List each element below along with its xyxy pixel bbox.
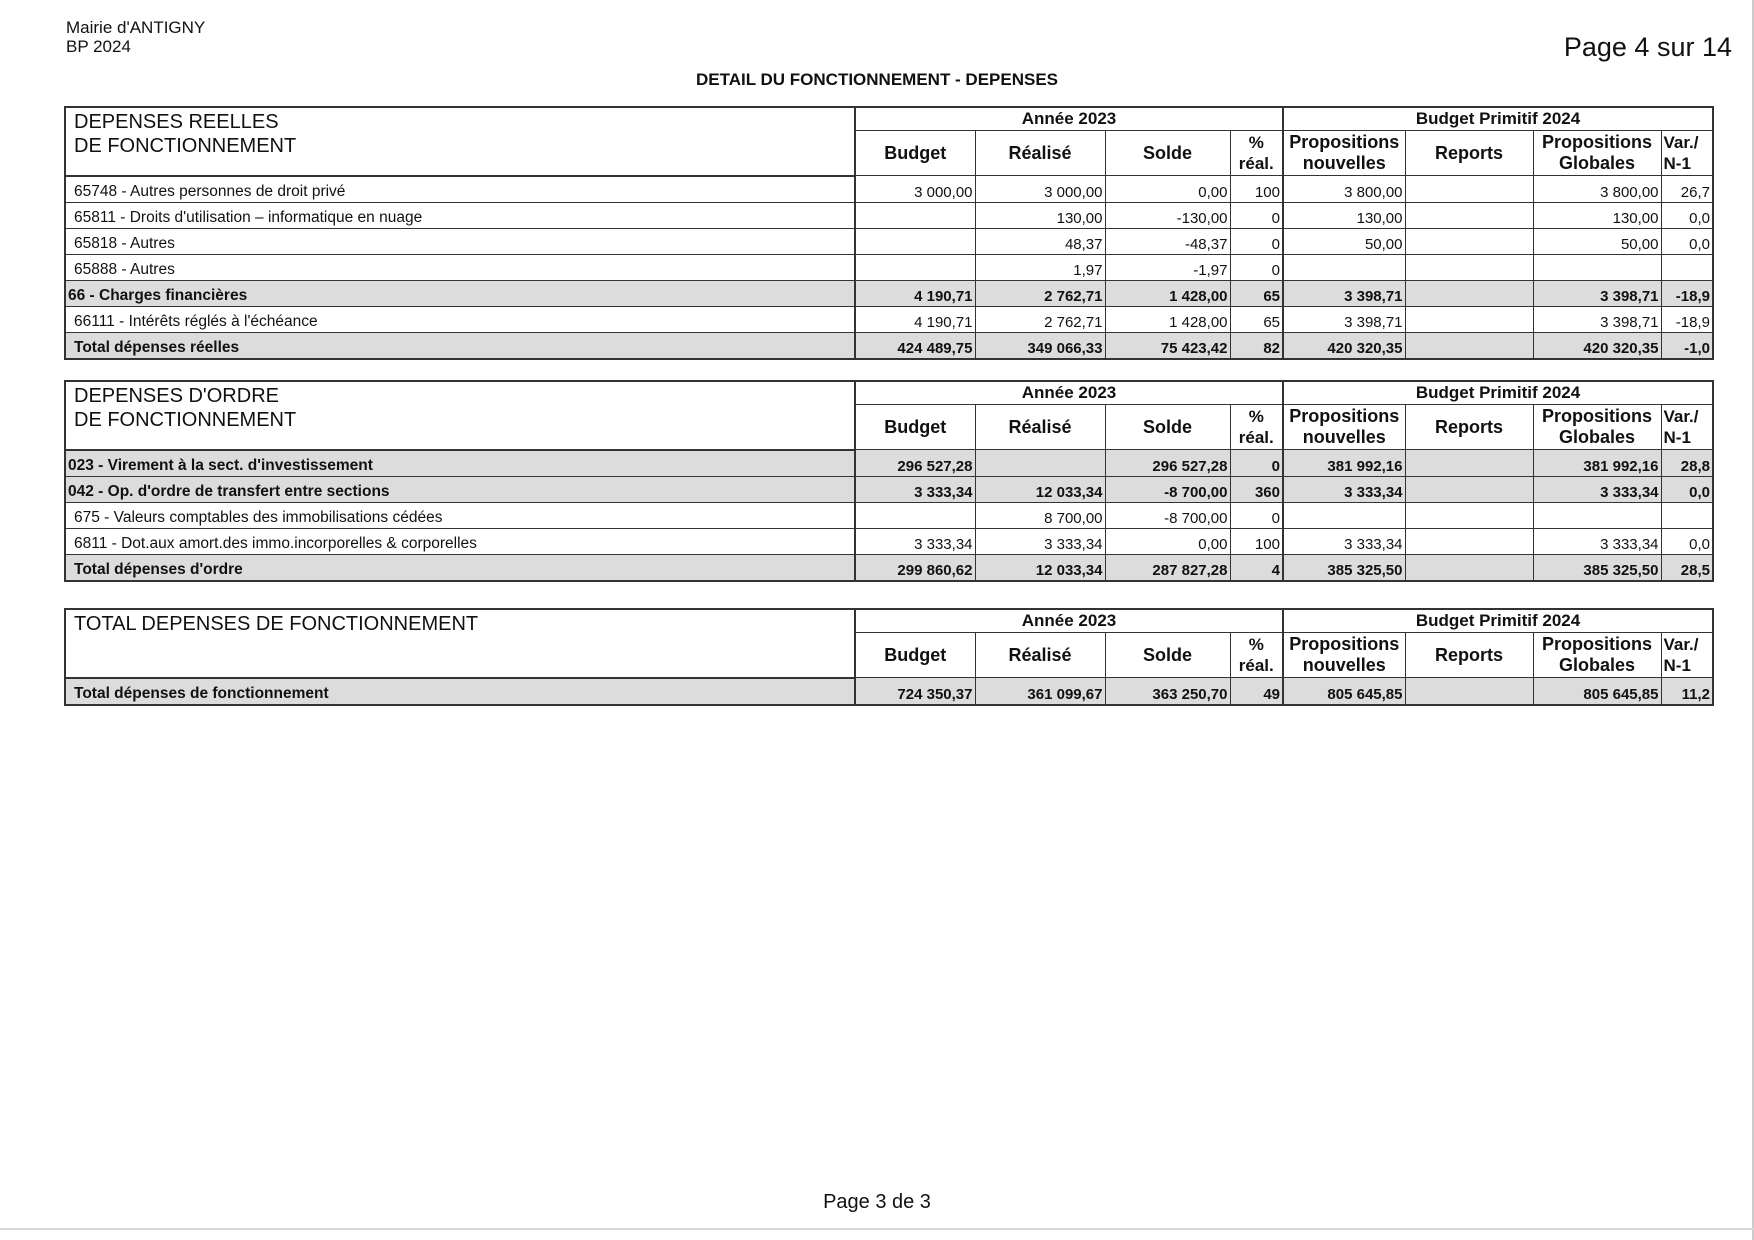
cell-propositions-nouvelles: 130,00 bbox=[1283, 202, 1405, 228]
cell-var-n1: 0,0 bbox=[1661, 528, 1713, 554]
cell-realise: 12 033,34 bbox=[975, 476, 1105, 502]
col-reports: Reports bbox=[1405, 405, 1533, 450]
section-title: DEPENSES D'ORDRE DE FONCTIONNEMENT bbox=[65, 381, 855, 450]
row-label: 65811 - Droits d'utilisation – informatique en nuage bbox=[65, 202, 855, 228]
row-label: Total dépenses d'ordre bbox=[65, 554, 855, 581]
cell-solde: -1,97 bbox=[1105, 254, 1230, 280]
cell-reports bbox=[1405, 202, 1533, 228]
table-row bbox=[65, 254, 1713, 280]
cell-budget: 299 860,62 bbox=[855, 554, 975, 581]
table-row bbox=[65, 502, 1713, 528]
cell-propositions-nouvelles: 50,00 bbox=[1283, 228, 1405, 254]
cell-propositions-globales bbox=[1533, 502, 1661, 528]
section-title: DEPENSES REELLES DE FONCTIONNEMENT bbox=[65, 107, 855, 176]
cell-var-n1: 28,8 bbox=[1661, 450, 1713, 477]
cell-realise: 12 033,34 bbox=[975, 554, 1105, 581]
col-propositions-globales: Propositions Globales bbox=[1533, 131, 1661, 176]
table-row bbox=[65, 554, 1713, 581]
cell-propositions-nouvelles: 3 398,71 bbox=[1283, 306, 1405, 332]
organization-header bbox=[66, 18, 205, 56]
cell-reports bbox=[1405, 280, 1533, 306]
cell-reports bbox=[1405, 228, 1533, 254]
budget-name: BP 2024 bbox=[66, 37, 131, 56]
cell-propositions-nouvelles bbox=[1283, 502, 1405, 528]
col-solde: Solde bbox=[1105, 405, 1230, 450]
group-header-budget-primitif: Budget Primitif 2024 bbox=[1283, 107, 1713, 131]
col-budget: Budget bbox=[855, 405, 975, 450]
row-label: 023 - Virement à la sect. d'investissement bbox=[65, 450, 855, 477]
cell-propositions-globales: 3 333,34 bbox=[1533, 476, 1661, 502]
cell-solde: 1 428,00 bbox=[1105, 306, 1230, 332]
cell-solde: 287 827,28 bbox=[1105, 554, 1230, 581]
col-realise: Réalisé bbox=[975, 633, 1105, 678]
col-budget: Budget bbox=[855, 131, 975, 176]
cell-propositions-globales: 805 645,85 bbox=[1533, 678, 1661, 705]
cell-pct-real: 4 bbox=[1230, 554, 1283, 581]
table-row bbox=[65, 450, 1713, 477]
cell-realise: 8 700,00 bbox=[975, 502, 1105, 528]
cell-solde: 296 527,28 bbox=[1105, 450, 1230, 477]
group-header-annee: Année 2023 bbox=[855, 609, 1283, 633]
row-label: 6811 - Dot.aux amort.des immo.incorporelles & corporelles bbox=[65, 528, 855, 554]
cell-propositions-nouvelles: 3 800,00 bbox=[1283, 176, 1405, 203]
row-label: 65888 - Autres bbox=[65, 254, 855, 280]
col-budget: Budget bbox=[855, 633, 975, 678]
cell-reports bbox=[1405, 176, 1533, 203]
cell-propositions-globales: 3 800,00 bbox=[1533, 176, 1661, 203]
row-label: 042 - Op. d'ordre de transfert entre sections bbox=[65, 476, 855, 502]
cell-realise: 3 000,00 bbox=[975, 176, 1105, 203]
col-pct-real: % réal. bbox=[1230, 131, 1283, 176]
cell-budget bbox=[855, 502, 975, 528]
col-propositions-nouvelles: Propositions nouvelles bbox=[1283, 131, 1405, 176]
cell-reports bbox=[1405, 306, 1533, 332]
cell-solde: -48,37 bbox=[1105, 228, 1230, 254]
cell-realise: 2 762,71 bbox=[975, 280, 1105, 306]
cell-propositions-nouvelles: 381 992,16 bbox=[1283, 450, 1405, 477]
row-label: 66 - Charges financières bbox=[65, 280, 855, 306]
cell-propositions-globales: 385 325,50 bbox=[1533, 554, 1661, 581]
cell-realise: 3 333,34 bbox=[975, 528, 1105, 554]
cell-var-n1: -1,0 bbox=[1661, 332, 1713, 359]
col-propositions-globales: Propositions Globales bbox=[1533, 633, 1661, 678]
cell-reports bbox=[1405, 450, 1533, 477]
cell-budget: 296 527,28 bbox=[855, 450, 975, 477]
table-row bbox=[65, 202, 1713, 228]
col-realise: Réalisé bbox=[975, 405, 1105, 450]
cell-propositions-nouvelles: 3 333,34 bbox=[1283, 476, 1405, 502]
cell-pct-real: 0 bbox=[1230, 228, 1283, 254]
cell-pct-real: 100 bbox=[1230, 528, 1283, 554]
cell-solde: -8 700,00 bbox=[1105, 502, 1230, 528]
row-label: 65818 - Autres bbox=[65, 228, 855, 254]
table-total-fonctionnement bbox=[64, 608, 1714, 706]
col-var-n1: Var./ N-1 bbox=[1661, 633, 1713, 678]
cell-budget: 424 489,75 bbox=[855, 332, 975, 359]
table-depenses-reelles bbox=[64, 106, 1714, 360]
cell-solde: 75 423,42 bbox=[1105, 332, 1230, 359]
col-var-n1: Var./ N-1 bbox=[1661, 405, 1713, 450]
cell-pct-real: 0 bbox=[1230, 254, 1283, 280]
table-row bbox=[65, 528, 1713, 554]
cell-realise: 130,00 bbox=[975, 202, 1105, 228]
cell-propositions-globales: 420 320,35 bbox=[1533, 332, 1661, 359]
cell-propositions-globales: 3 398,71 bbox=[1533, 306, 1661, 332]
table-row bbox=[65, 280, 1713, 306]
col-reports: Reports bbox=[1405, 131, 1533, 176]
col-var-n1: Var./ N-1 bbox=[1661, 131, 1713, 176]
cell-solde: 0,00 bbox=[1105, 176, 1230, 203]
col-solde: Solde bbox=[1105, 131, 1230, 176]
group-header-budget-primitif: Budget Primitif 2024 bbox=[1283, 381, 1713, 405]
cell-propositions-nouvelles: 420 320,35 bbox=[1283, 332, 1405, 359]
cell-pct-real: 65 bbox=[1230, 280, 1283, 306]
cell-propositions-nouvelles bbox=[1283, 254, 1405, 280]
cell-propositions-globales bbox=[1533, 254, 1661, 280]
table-row bbox=[65, 228, 1713, 254]
cell-pct-real: 100 bbox=[1230, 176, 1283, 203]
table-body bbox=[65, 176, 1713, 359]
cell-budget: 4 190,71 bbox=[855, 280, 975, 306]
cell-var-n1: 28,5 bbox=[1661, 554, 1713, 581]
cell-var-n1: 0,0 bbox=[1661, 476, 1713, 502]
table-body bbox=[65, 450, 1713, 581]
cell-realise bbox=[975, 450, 1105, 477]
group-header-annee: Année 2023 bbox=[855, 381, 1283, 405]
cell-solde: -130,00 bbox=[1105, 202, 1230, 228]
scan-edge bbox=[0, 1228, 1754, 1230]
col-pct-real: % réal. bbox=[1230, 405, 1283, 450]
cell-budget: 3 333,34 bbox=[855, 528, 975, 554]
cell-var-n1: 0,0 bbox=[1661, 202, 1713, 228]
table-depenses-ordre bbox=[64, 380, 1714, 582]
cell-var-n1 bbox=[1661, 502, 1713, 528]
group-header-annee: Année 2023 bbox=[855, 107, 1283, 131]
cell-pct-real: 360 bbox=[1230, 476, 1283, 502]
cell-reports bbox=[1405, 554, 1533, 581]
table-row bbox=[65, 678, 1713, 705]
table-body bbox=[65, 678, 1713, 705]
cell-propositions-globales: 3 333,34 bbox=[1533, 528, 1661, 554]
cell-reports bbox=[1405, 476, 1533, 502]
cell-pct-real: 82 bbox=[1230, 332, 1283, 359]
col-propositions-nouvelles: Propositions nouvelles bbox=[1283, 633, 1405, 678]
cell-var-n1: -18,9 bbox=[1661, 280, 1713, 306]
cell-var-n1: 26,7 bbox=[1661, 176, 1713, 203]
cell-propositions-nouvelles: 805 645,85 bbox=[1283, 678, 1405, 705]
row-label: Total dépenses de fonctionnement bbox=[65, 678, 855, 705]
cell-solde: -8 700,00 bbox=[1105, 476, 1230, 502]
cell-realise: 48,37 bbox=[975, 228, 1105, 254]
row-label: 66111 - Intérêts réglés à l'échéance bbox=[65, 306, 855, 332]
cell-pct-real: 49 bbox=[1230, 678, 1283, 705]
cell-var-n1: -18,9 bbox=[1661, 306, 1713, 332]
cell-budget bbox=[855, 254, 975, 280]
cell-pct-real: 0 bbox=[1230, 202, 1283, 228]
cell-reports bbox=[1405, 678, 1533, 705]
col-propositions-globales: Propositions Globales bbox=[1533, 405, 1661, 450]
cell-pct-real: 0 bbox=[1230, 502, 1283, 528]
cell-realise: 349 066,33 bbox=[975, 332, 1105, 359]
cell-var-n1: 11,2 bbox=[1661, 678, 1713, 705]
col-pct-real: % réal. bbox=[1230, 633, 1283, 678]
cell-solde: 0,00 bbox=[1105, 528, 1230, 554]
cell-solde: 1 428,00 bbox=[1105, 280, 1230, 306]
cell-propositions-globales: 381 992,16 bbox=[1533, 450, 1661, 477]
table-row bbox=[65, 476, 1713, 502]
document-title: DETAIL DU FONCTIONNEMENT - DEPENSES bbox=[695, 70, 1059, 89]
cell-realise: 361 099,67 bbox=[975, 678, 1105, 705]
cell-solde: 363 250,70 bbox=[1105, 678, 1230, 705]
cell-propositions-nouvelles: 385 325,50 bbox=[1283, 554, 1405, 581]
cell-propositions-nouvelles: 3 398,71 bbox=[1283, 280, 1405, 306]
cell-realise: 2 762,71 bbox=[975, 306, 1105, 332]
cell-var-n1 bbox=[1661, 254, 1713, 280]
cell-reports bbox=[1405, 254, 1533, 280]
row-label: Total dépenses réelles bbox=[65, 332, 855, 359]
cell-var-n1: 0,0 bbox=[1661, 228, 1713, 254]
cell-budget: 4 190,71 bbox=[855, 306, 975, 332]
cell-reports bbox=[1405, 528, 1533, 554]
table-row bbox=[65, 306, 1713, 332]
col-propositions-nouvelles: Propositions nouvelles bbox=[1283, 405, 1405, 450]
col-reports: Reports bbox=[1405, 633, 1533, 678]
cell-budget: 3 000,00 bbox=[855, 176, 975, 203]
cell-propositions-globales: 50,00 bbox=[1533, 228, 1661, 254]
col-solde: Solde bbox=[1105, 633, 1230, 678]
cell-reports bbox=[1405, 332, 1533, 359]
page-number: Page 4 sur 14 bbox=[1563, 32, 1732, 62]
cell-reports bbox=[1405, 502, 1533, 528]
cell-propositions-globales: 130,00 bbox=[1533, 202, 1661, 228]
row-label: 65748 - Autres personnes de droit privé bbox=[65, 176, 855, 203]
cell-budget bbox=[855, 202, 975, 228]
cell-pct-real: 0 bbox=[1230, 450, 1283, 477]
cell-propositions-globales: 3 398,71 bbox=[1533, 280, 1661, 306]
table-row bbox=[65, 332, 1713, 359]
group-header-budget-primitif: Budget Primitif 2024 bbox=[1283, 609, 1713, 633]
cell-budget bbox=[855, 228, 975, 254]
footer-page-number: Page 3 de 3 bbox=[823, 1191, 931, 1213]
cell-propositions-nouvelles: 3 333,34 bbox=[1283, 528, 1405, 554]
cell-realise: 1,97 bbox=[975, 254, 1105, 280]
cell-budget: 724 350,37 bbox=[855, 678, 975, 705]
cell-budget: 3 333,34 bbox=[855, 476, 975, 502]
section-title: TOTAL DEPENSES DE FONCTIONNEMENT bbox=[65, 609, 855, 678]
organization-name: Mairie d'ANTIGNY bbox=[66, 18, 206, 37]
table-row bbox=[65, 176, 1713, 203]
cell-pct-real: 65 bbox=[1230, 306, 1283, 332]
row-label: 675 - Valeurs comptables des immobilisations cédées bbox=[65, 502, 855, 528]
col-realise: Réalisé bbox=[975, 131, 1105, 176]
